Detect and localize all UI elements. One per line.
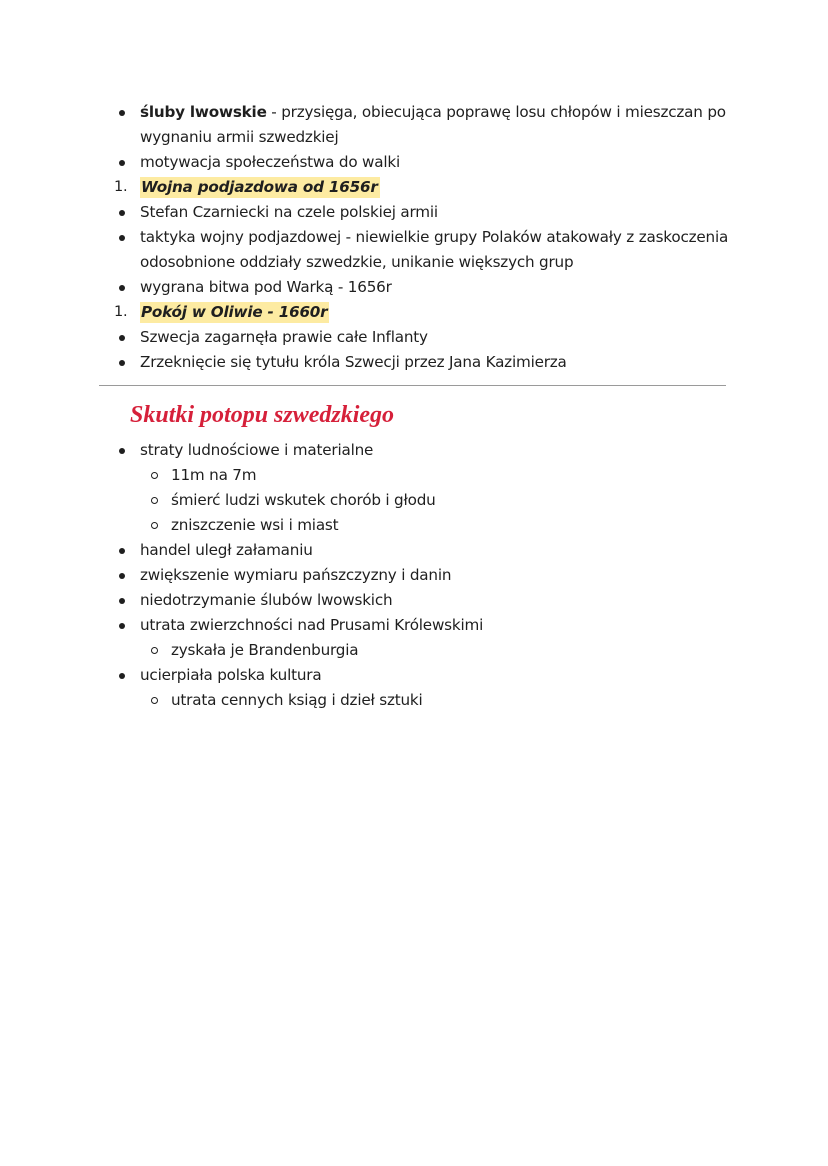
list-number: 1.: [114, 304, 128, 320]
list-item: [140, 438, 740, 463]
list-item: [140, 200, 740, 225]
list-item-sluby-lwowskie: [140, 100, 740, 150]
sub-list-item-text: utrata cennych ksiąg i dzieł sztuki: [171, 691, 423, 709]
sub-list-item-text: zyskała je Brandenburgia: [171, 641, 359, 659]
horizontal-divider: [99, 385, 726, 386]
circle-bullet-icon: [151, 647, 158, 654]
sub-list-item: [171, 638, 771, 663]
list-item: [140, 275, 740, 300]
bullet-icon: [119, 673, 125, 679]
circle-bullet-icon: [151, 697, 158, 704]
sub-list-item-text: zniszczenie wsi i miast: [171, 516, 339, 534]
sub-list-item: [171, 513, 771, 538]
list-item: [140, 663, 740, 688]
list-item-text: Stefan Czarniecki na czele polskiej armii: [140, 203, 438, 221]
list-item: [140, 613, 740, 638]
numbered-heading-pokoj-w-oliwie: [114, 300, 740, 325]
bullet-icon: [119, 598, 125, 604]
list-item: [140, 325, 740, 350]
list-item-text: taktyka wojny podjazdowej - niewielkie grupy Polaków atakowały z zaskoczenia odosobnione oddziały szwedzkie, unikanie większych grup: [140, 228, 729, 271]
list-item-text: utrata zwierzchności nad Prusami Królewskimi: [140, 616, 484, 634]
term-bold: śluby lwowskie: [140, 103, 267, 121]
sub-list-item-text: śmierć ludzi wskutek chorób i głodu: [171, 491, 436, 509]
list-item: [140, 563, 740, 588]
list-item-text: Zrzeknięcie się tytułu króla Szwecji przez Jana Kazimierza: [140, 353, 567, 371]
bullet-icon: [119, 623, 125, 629]
bullet-icon: [119, 235, 125, 241]
list-item-text: ucierpiała polska kultura: [140, 666, 322, 684]
sub-list-item: [171, 463, 771, 488]
bullet-icon: [119, 210, 125, 216]
circle-bullet-icon: [151, 472, 158, 479]
term-description: - przysięga, obiecująca poprawę losu chłopów i mieszczan po wygnaniu armii szwedzkiej: [140, 103, 726, 146]
bullet-icon: [119, 548, 125, 554]
numbered-heading-wojna-podjazdowa: [114, 175, 740, 200]
bullet-icon: [119, 110, 125, 116]
list-item-text: Szwecja zagarnęła prawie całe Inflanty: [140, 328, 428, 346]
sub-list-item: [171, 488, 771, 513]
bullet-icon: [119, 285, 125, 291]
bullet-icon: [119, 335, 125, 341]
list-item-text: zwiększenie wymiaru pańszczyzny i danin: [140, 566, 452, 584]
sub-list-item: [171, 688, 771, 713]
list-item-text: handel uległ załamaniu: [140, 541, 313, 559]
list-item-text: straty ludnościowe i materialne: [140, 441, 374, 459]
list-number: 1.: [114, 179, 128, 195]
circle-bullet-icon: [151, 497, 158, 504]
list-item-text: niedotrzymanie ślubów lwowskich: [140, 591, 393, 609]
list-item: [140, 225, 740, 275]
list-item: [140, 588, 740, 613]
circle-bullet-icon: [151, 522, 158, 529]
highlighted-heading: Pokój w Oliwie - 1660r: [141, 303, 328, 321]
list-item-text: wygrana bitwa pod Warką - 1656r: [140, 278, 392, 296]
bullet-icon: [119, 448, 125, 454]
bullet-icon: [119, 573, 125, 579]
section-title: Skutki potopu szwedzkiego: [130, 402, 395, 428]
sub-list-item-text: 11m na 7m: [171, 466, 257, 484]
highlighted-heading: Wojna podjazdowa od 1656r: [141, 178, 378, 196]
bullet-icon: [119, 160, 125, 166]
list-item: [140, 150, 740, 175]
bullet-icon: [119, 360, 125, 366]
list-item-text: motywacja społeczeństwa do walki: [140, 153, 401, 171]
list-item: [140, 350, 740, 375]
list-item: [140, 538, 740, 563]
